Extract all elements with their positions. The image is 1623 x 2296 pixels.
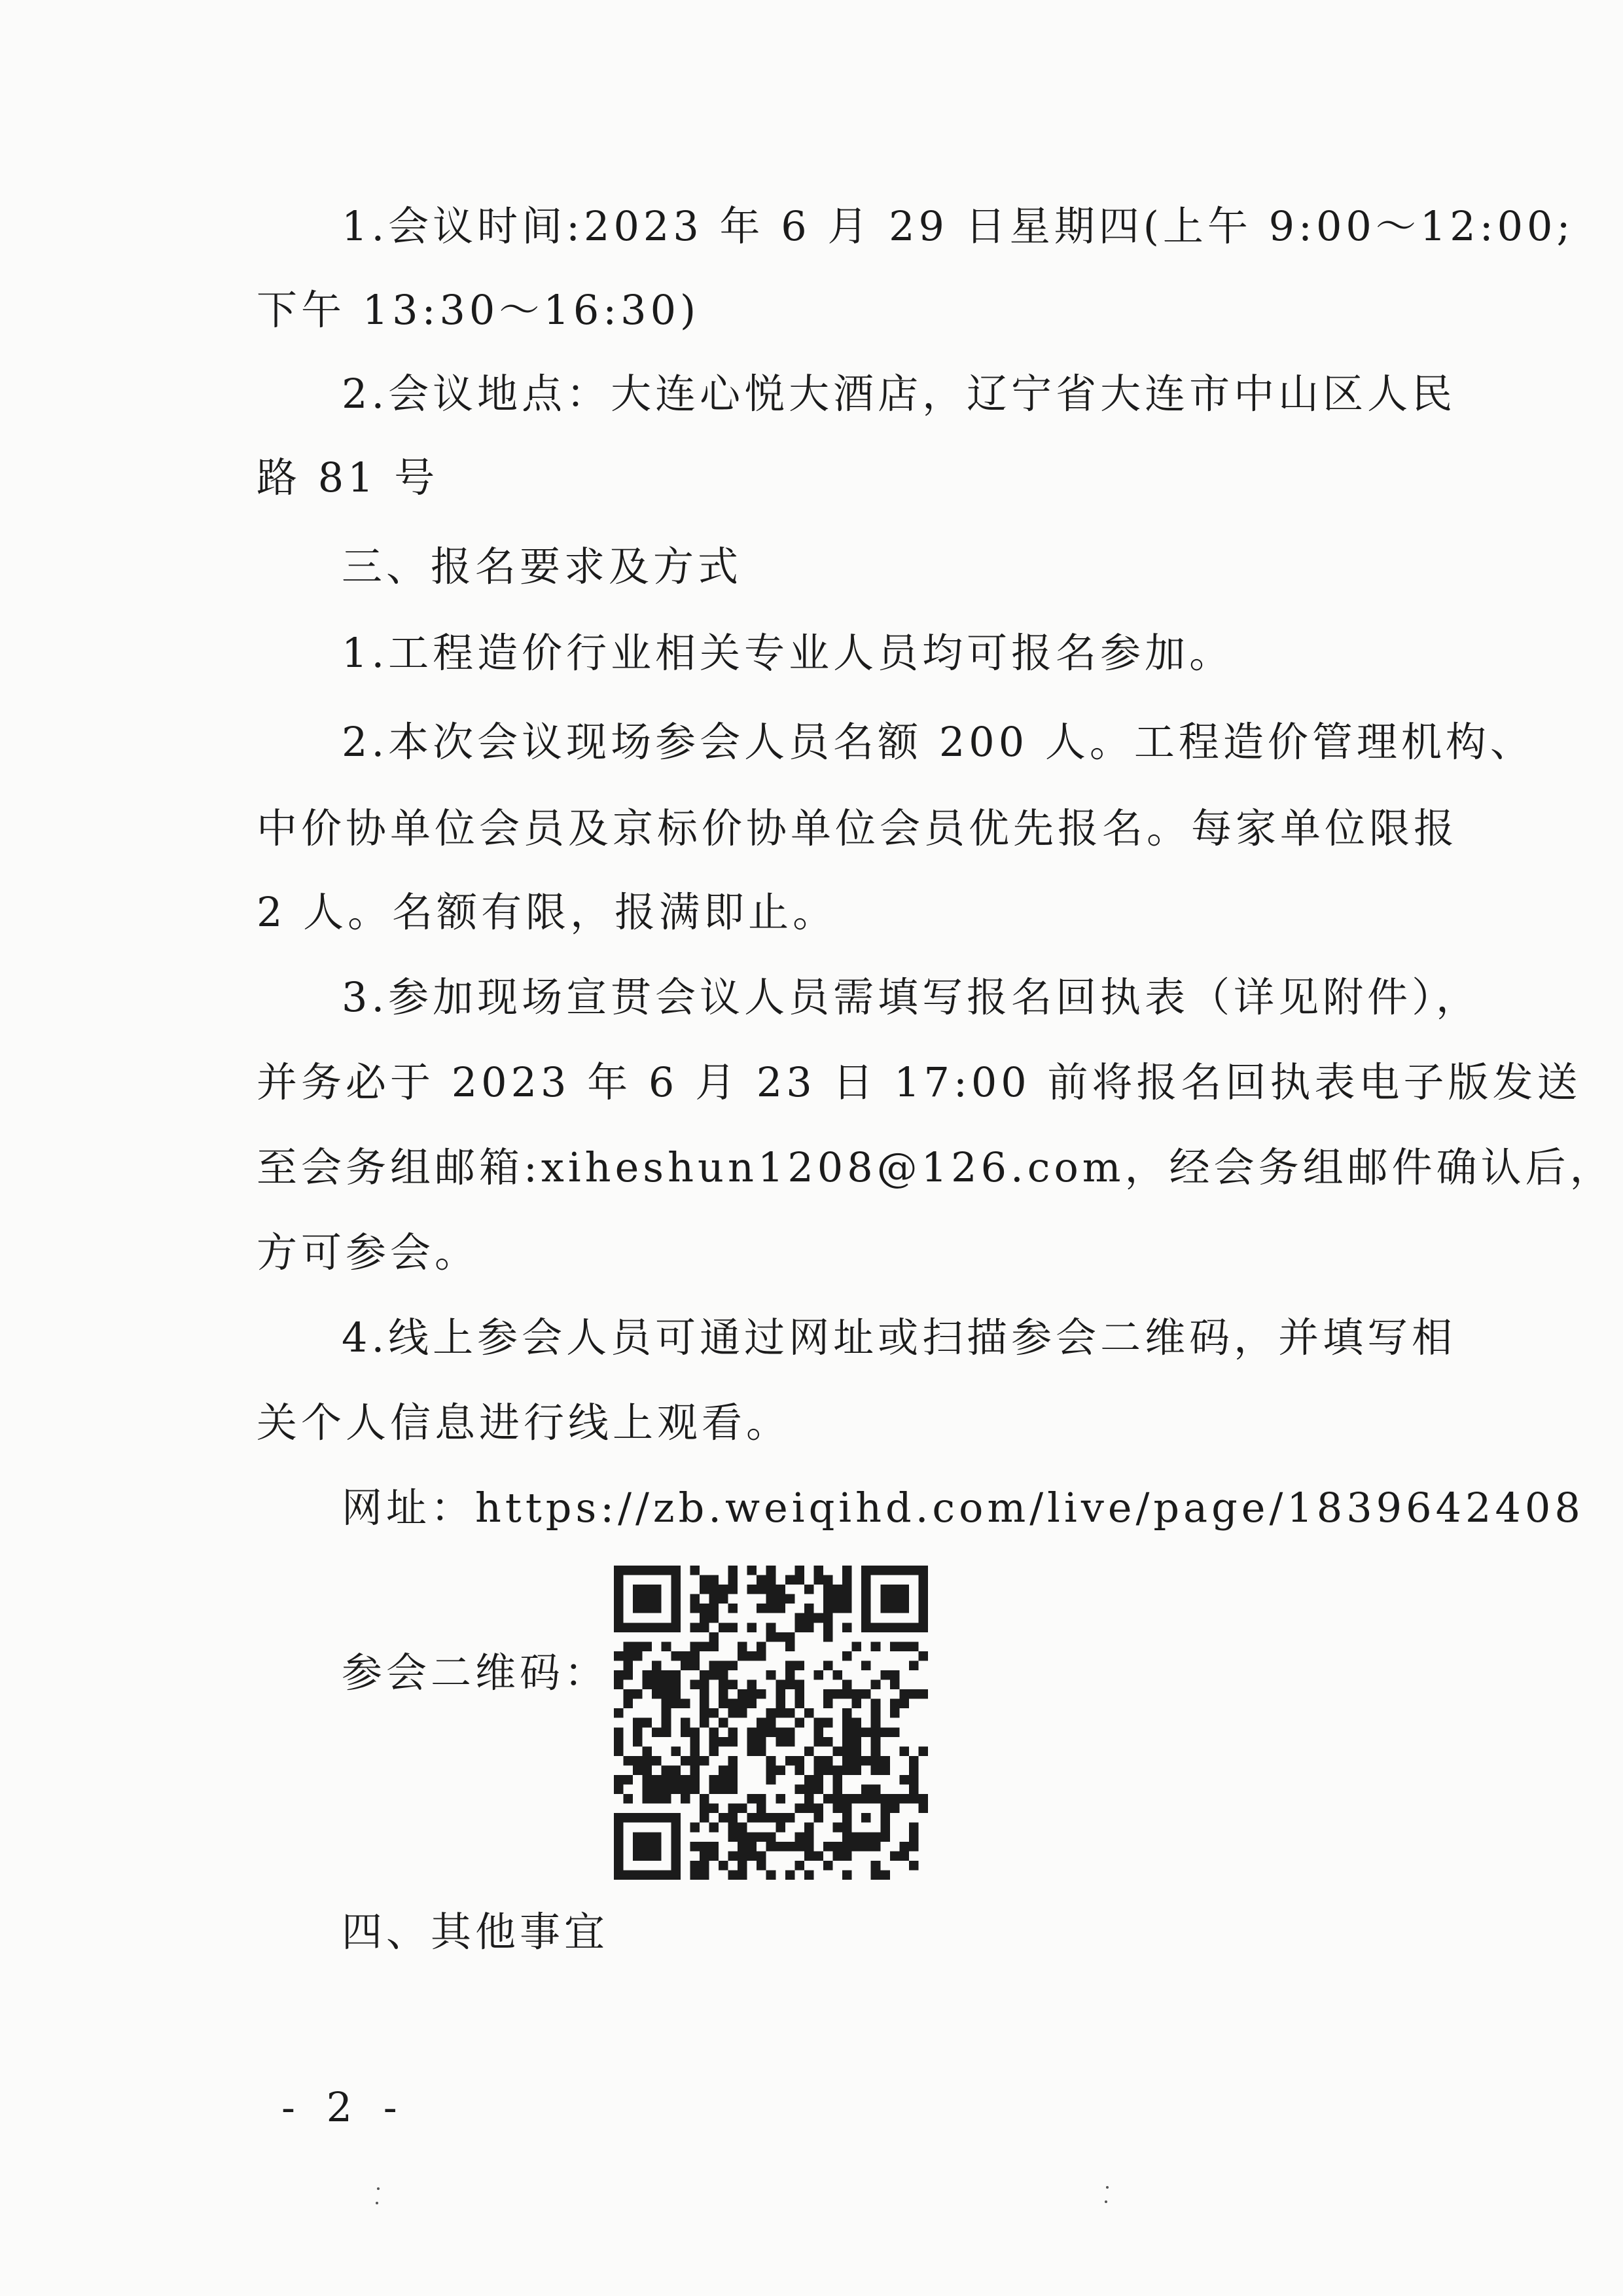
scan-mark-right bbox=[1106, 2186, 1109, 2189]
item-3-4-line-2: 关个人信息进行线上观看。 bbox=[257, 1399, 791, 1446]
item-3-3-line-2: 并务必于 2023 年 6 月 23 日 17:00 前将报名回执表电子版发送 bbox=[257, 1058, 1582, 1106]
qr-code-label: 参会二维码： bbox=[342, 1649, 609, 1696]
scan-mark-right-2 bbox=[1105, 2200, 1107, 2203]
item-3-2-line-3: 2 人。名额有限，报满即止。 bbox=[257, 888, 838, 936]
meeting-location-line-1: 2.会议地点：大连心悦大酒店，辽宁省大连市中山区人民 bbox=[342, 370, 1457, 418]
section-4-heading: 四、其他事宜 bbox=[342, 1908, 609, 1956]
scan-mark-left-2 bbox=[376, 2202, 378, 2204]
meeting-time-line-2: 下午 13:30～16:30) bbox=[257, 286, 700, 334]
website-url-line: 网址：https://zb.weiqihd.com/live/page/1839642408 bbox=[342, 1484, 1584, 1532]
item-3-3-line-1: 3.参加现场宣贯会议人员需填写报名回执表（详见附件）， bbox=[342, 973, 1481, 1021]
scan-mark-left bbox=[377, 2187, 380, 2190]
item-3-3-line-3: 至会务组邮箱:xiheshun1208@126.com，经会务组邮件确认后， bbox=[257, 1143, 1614, 1191]
item-3-1: 1.工程造价行业相关专业人员均可报名参加。 bbox=[342, 629, 1234, 677]
page-number: - 2 - bbox=[281, 2083, 406, 2131]
item-3-2-line-2: 中价协单位会员及京标价协单位会员优先报名。每家单位限报 bbox=[257, 804, 1459, 852]
section-3-heading: 三、报名要求及方式 bbox=[342, 543, 743, 590]
item-3-4-line-1: 4.线上参会人员可通过网址或扫描参会二维码，并填写相 bbox=[342, 1314, 1457, 1361]
item-3-3-line-4: 方可参会。 bbox=[257, 1229, 480, 1276]
qr-code-image bbox=[614, 1566, 928, 1880]
item-3-2-line-1: 2.本次会议现场参会人员名额 200 人。工程造价管理机构、 bbox=[342, 718, 1535, 766]
meeting-location-line-2: 路 81 号 bbox=[257, 454, 439, 501]
meeting-time-line-1: 1.会议时间:2023 年 6 月 29 日星期四(上午 9:00～12:00; bbox=[342, 202, 1575, 250]
